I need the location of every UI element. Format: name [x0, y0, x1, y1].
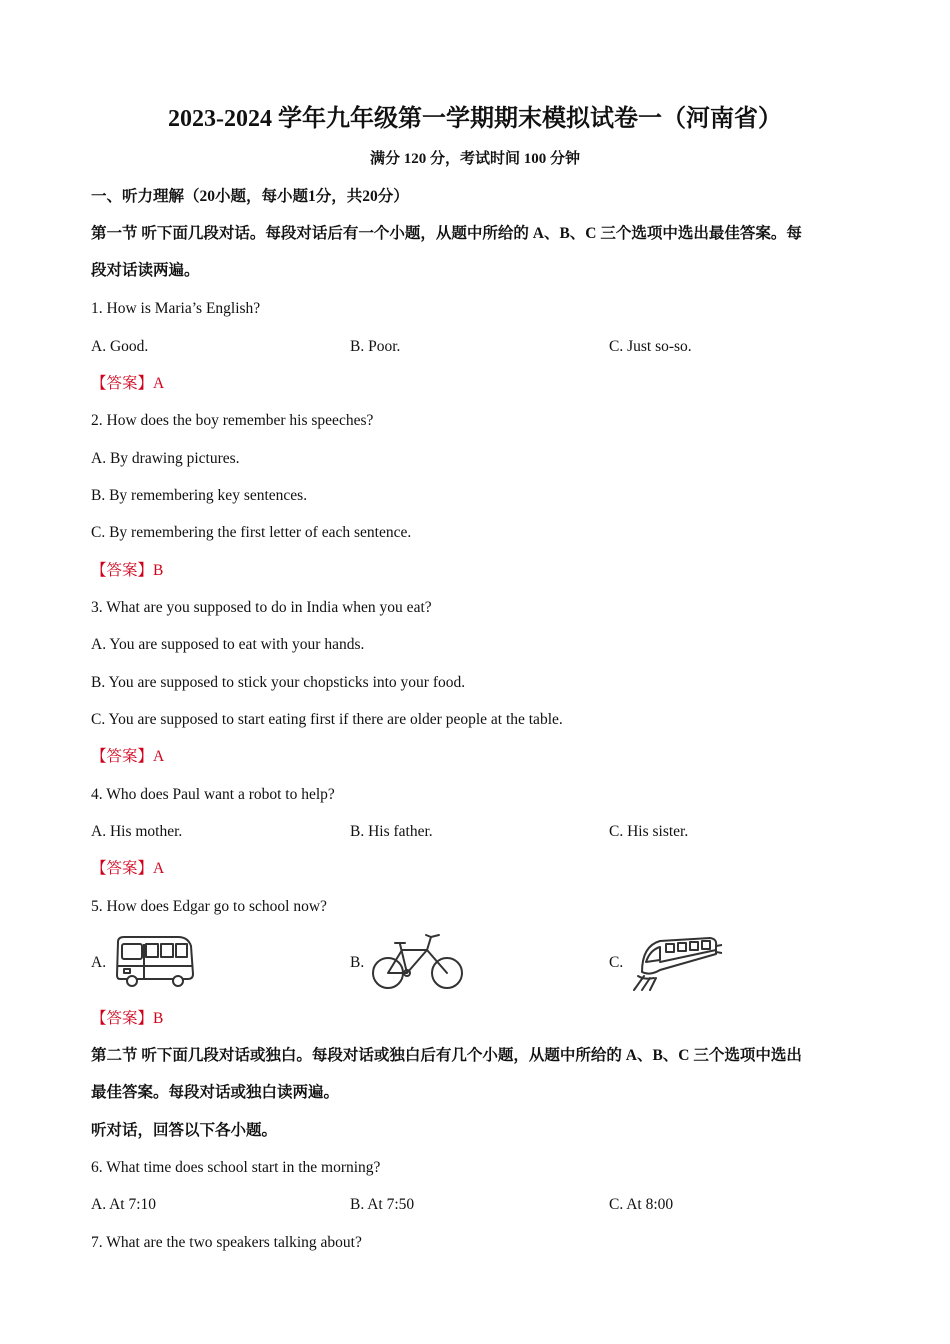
q3-option-c: C. You are supposed to start eating first if there are older people at the table.	[91, 711, 563, 728]
q2-option-b: B. By remembering key sentences.	[91, 487, 308, 504]
q6-option-a: A. At 7:10	[91, 1196, 157, 1213]
q2-option-a: A. By drawing pictures.	[91, 450, 240, 467]
q2-option-c: C. By remembering the first letter of each sentence.	[91, 524, 412, 541]
section2-instruction-line1: 第二节 听下面几段对话或独白。每段对话或独白后有几个小题，从题中所给的 A、B、C 三个选项中选出	[91, 1047, 802, 1064]
q3-answer: 【答案】A	[91, 748, 165, 765]
q4-option-c: C. His sister.	[609, 823, 689, 840]
part1-heading: 一、听力理解（20小题，每小题1分，共20分）	[91, 188, 409, 205]
q1-option-a: A. Good.	[91, 338, 149, 355]
question-5: 5. How does Edgar go to school now?	[91, 898, 327, 915]
q3-option-a: A. You are supposed to eat with your hands.	[91, 636, 365, 653]
question-3: 3. What are you supposed to do in India when you eat?	[91, 599, 432, 616]
section1-instruction-line2: 段对话读两遍。	[91, 262, 200, 279]
bus-icon	[112, 934, 196, 990]
q3-option-b: B. You are supposed to stick your chopsticks into your food.	[91, 674, 466, 691]
train-icon	[630, 932, 722, 992]
section1-instruction-line1: 第一节 听下面几段对话。每段对话后有一个小题，从题中所给的 A、B、C 三个选项中选出最佳答案。每	[91, 225, 802, 242]
question-4: 4. Who does Paul want a robot to help?	[91, 786, 335, 803]
q5-option-b: B.	[350, 954, 365, 971]
bicycle-icon	[371, 932, 465, 992]
q5-option-a: A.	[91, 954, 107, 971]
q2-answer: 【答案】B	[91, 562, 164, 579]
q1-answer: 【答案】A	[91, 375, 165, 392]
q5-answer: 【答案】B	[91, 1010, 164, 1027]
question-7: 7. What are the two speakers talking about?	[91, 1234, 362, 1251]
q5-option-c: C.	[609, 954, 624, 971]
q4-answer: 【答案】A	[91, 860, 165, 877]
question-2: 2. How does the boy remember his speeches?	[91, 412, 374, 429]
question-6: 6. What time does school start in the morning?	[91, 1159, 381, 1176]
page-title: 2023-2024 学年九年级第一学期期末模拟试卷一（河南省）	[168, 106, 782, 132]
q1-option-c: C. Just so-so.	[609, 338, 692, 355]
q4-option-b: B. His father.	[350, 823, 433, 840]
section2-sub-heading: 听对话，回答以下各小题。	[91, 1122, 278, 1139]
q4-option-a: A. His mother.	[91, 823, 183, 840]
q1-option-b: B. Poor.	[350, 338, 401, 355]
question-1: 1. How is Maria’s English?	[91, 300, 261, 317]
q6-option-b: B. At 7:50	[350, 1196, 415, 1213]
q6-option-c: C. At 8:00	[609, 1196, 674, 1213]
section2-instruction-line2: 最佳答案。每段对话或独白读两遍。	[91, 1084, 340, 1101]
page-subtitle: 满分 120 分，考试时间 100 分钟	[369, 151, 580, 167]
